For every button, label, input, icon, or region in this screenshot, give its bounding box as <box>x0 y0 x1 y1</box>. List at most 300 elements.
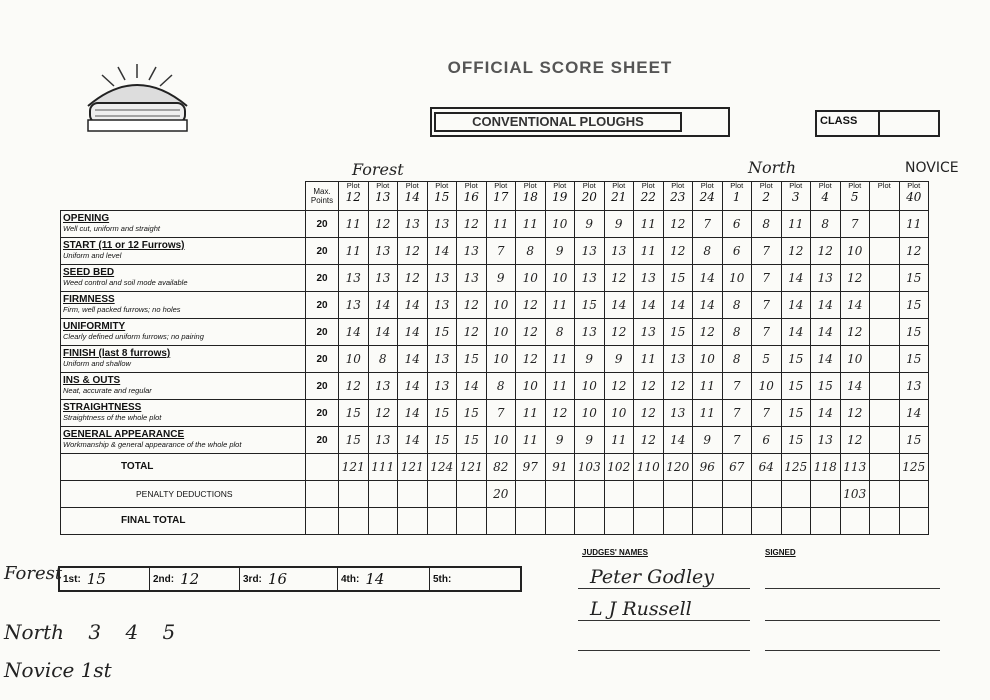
score-cell[interactable]: 10 <box>486 292 516 319</box>
score-cell[interactable]: 13 <box>427 373 457 400</box>
score-cell[interactable]: 14 <box>781 292 811 319</box>
score-cell[interactable]: 8 <box>693 238 723 265</box>
criterion-label <box>61 373 306 400</box>
total-cell[interactable]: 91 <box>545 454 575 481</box>
score-cell[interactable] <box>870 427 900 454</box>
final-cell[interactable] <box>339 508 369 535</box>
score-cell[interactable]: 11 <box>634 346 664 373</box>
final-cell[interactable] <box>486 508 516 535</box>
score-cell[interactable]: 11 <box>516 400 546 427</box>
score-cell[interactable]: 11 <box>339 211 369 238</box>
total-cell[interactable] <box>870 454 900 481</box>
plot-number: 15 <box>434 190 450 204</box>
total-cell[interactable]: 121 <box>457 454 487 481</box>
score-cell[interactable]: 7 <box>752 238 782 265</box>
score-cell[interactable]: 10 <box>722 265 752 292</box>
final-cell[interactable] <box>811 508 841 535</box>
penalty-cell[interactable] <box>870 481 900 508</box>
criterion-description: Uniform and shallow <box>63 359 131 368</box>
score-cell[interactable]: 15 <box>781 427 811 454</box>
total-row <box>61 454 929 481</box>
score-cell[interactable]: 14 <box>693 292 723 319</box>
score-cell[interactable]: 11 <box>899 211 929 238</box>
total-cell[interactable]: 67 <box>722 454 752 481</box>
placing-cell-2[interactable] <box>150 568 240 590</box>
score-cell[interactable]: 13 <box>427 346 457 373</box>
placing-cell-4[interactable] <box>338 568 430 590</box>
score-cell[interactable]: 14 <box>368 292 398 319</box>
score-cell[interactable]: 12 <box>634 373 664 400</box>
score-cell[interactable]: 12 <box>545 400 575 427</box>
score-cell[interactable]: 8 <box>486 373 516 400</box>
penalty-cell[interactable] <box>811 481 841 508</box>
total-cell[interactable]: 102 <box>604 454 634 481</box>
score-cell[interactable]: 8 <box>516 238 546 265</box>
score-cell[interactable]: 12 <box>604 319 634 346</box>
score-cell[interactable]: 10 <box>486 346 516 373</box>
score-cell[interactable]: 12 <box>840 319 870 346</box>
score-cell[interactable]: 10 <box>545 211 575 238</box>
plot-header-17 <box>840 182 870 211</box>
score-cell[interactable]: 14 <box>398 319 428 346</box>
score-cell[interactable]: 12 <box>457 319 487 346</box>
score-cell[interactable]: 9 <box>604 346 634 373</box>
score-cell[interactable]: 14 <box>368 319 398 346</box>
score-cell[interactable]: 15 <box>663 265 693 292</box>
total-cell[interactable]: 121 <box>398 454 428 481</box>
score-cell[interactable] <box>870 292 900 319</box>
score-cell[interactable]: 6 <box>752 427 782 454</box>
score-cell[interactable]: 10 <box>516 265 546 292</box>
score-cell[interactable]: 15 <box>781 400 811 427</box>
score-cell[interactable]: 10 <box>840 238 870 265</box>
score-cell[interactable]: 7 <box>752 265 782 292</box>
score-cell[interactable]: 8 <box>545 319 575 346</box>
score-cell[interactable] <box>870 400 900 427</box>
score-cell[interactable]: 14 <box>457 373 487 400</box>
score-cell[interactable]: 7 <box>752 292 782 319</box>
plot-number: 3 <box>791 190 800 204</box>
score-cell[interactable]: 15 <box>457 427 487 454</box>
final-cell[interactable] <box>781 508 811 535</box>
score-cell[interactable]: 12 <box>398 238 428 265</box>
score-cell[interactable]: 14 <box>398 400 428 427</box>
score-cell[interactable]: 14 <box>899 400 929 427</box>
score-cell[interactable] <box>870 346 900 373</box>
score-cell[interactable]: 12 <box>604 265 634 292</box>
score-cell[interactable]: 15 <box>663 319 693 346</box>
final-cell[interactable] <box>604 508 634 535</box>
score-cell[interactable]: 10 <box>575 400 605 427</box>
penalty-cell[interactable] <box>368 481 398 508</box>
penalty-cell[interactable] <box>398 481 428 508</box>
criterion-label <box>61 346 306 373</box>
score-cell[interactable]: 13 <box>427 265 457 292</box>
score-cell[interactable]: 12 <box>781 238 811 265</box>
score-cell[interactable]: 15 <box>427 319 457 346</box>
score-cell[interactable]: 12 <box>368 400 398 427</box>
score-cell[interactable]: 13 <box>575 319 605 346</box>
total-cell[interactable]: 64 <box>752 454 782 481</box>
footer-note-north: North 3 4 5 <box>4 620 176 644</box>
placing-value: 14 <box>365 570 385 588</box>
score-cell[interactable]: 12 <box>457 292 487 319</box>
score-cell[interactable]: 13 <box>368 238 398 265</box>
score-cell[interactable]: 10 <box>840 346 870 373</box>
placing-cell-5[interactable] <box>430 568 520 590</box>
score-cell[interactable]: 14 <box>840 373 870 400</box>
score-cell[interactable]: 9 <box>575 211 605 238</box>
final-cell[interactable] <box>752 508 782 535</box>
plot-header-3 <box>427 182 457 211</box>
placing-label: 3rd: <box>243 573 262 585</box>
penalty-cell[interactable] <box>781 481 811 508</box>
final-max-cell <box>306 508 339 535</box>
judge-line-3 <box>578 650 750 651</box>
score-cell[interactable]: 12 <box>634 400 664 427</box>
penalty-cell[interactable]: 20 <box>486 481 516 508</box>
final-cell[interactable] <box>840 508 870 535</box>
score-cell[interactable]: 11 <box>339 238 369 265</box>
score-cell[interactable]: 9 <box>693 427 723 454</box>
score-cell[interactable]: 9 <box>604 211 634 238</box>
score-cell[interactable] <box>870 265 900 292</box>
final-cell[interactable] <box>663 508 693 535</box>
placing-cell-1[interactable] <box>60 568 150 590</box>
score-cell[interactable]: 13 <box>398 211 428 238</box>
total-cell[interactable]: 82 <box>486 454 516 481</box>
total-cell[interactable]: 118 <box>811 454 841 481</box>
score-cell[interactable]: 9 <box>486 265 516 292</box>
placing-value: 12 <box>180 570 200 588</box>
score-cell[interactable]: 13 <box>368 427 398 454</box>
criterion-row <box>61 373 929 400</box>
final-cell[interactable] <box>693 508 723 535</box>
penalty-cell[interactable] <box>575 481 605 508</box>
section-label: CONVENTIONAL PLOUGHS <box>434 112 682 132</box>
criterion-description: Firm, well packed furrows; no holes <box>63 305 181 314</box>
plot-header-1 <box>368 182 398 211</box>
score-cell[interactable]: 12 <box>663 211 693 238</box>
score-cell[interactable]: 9 <box>545 427 575 454</box>
group-note-novice: NOVICE <box>905 160 959 176</box>
final-cell[interactable] <box>368 508 398 535</box>
score-cell[interactable]: 10 <box>339 346 369 373</box>
score-cell[interactable]: 14 <box>398 427 428 454</box>
score-cell[interactable]: 14 <box>781 319 811 346</box>
penalty-cell[interactable] <box>516 481 546 508</box>
score-cell[interactable]: 14 <box>339 319 369 346</box>
score-cell[interactable]: 13 <box>634 319 664 346</box>
score-cell[interactable]: 9 <box>545 238 575 265</box>
plot-number: 17 <box>493 190 509 204</box>
score-cell[interactable]: 11 <box>545 373 575 400</box>
total-cell[interactable]: 97 <box>516 454 546 481</box>
total-label: TOTAL <box>61 454 306 481</box>
final-cell[interactable] <box>457 508 487 535</box>
score-cell[interactable]: 14 <box>663 292 693 319</box>
score-cell[interactable]: 11 <box>634 211 664 238</box>
score-cell[interactable]: 13 <box>811 427 841 454</box>
score-cell[interactable]: 15 <box>899 346 929 373</box>
plot-number: 24 <box>699 190 715 204</box>
score-cell[interactable]: 10 <box>486 427 516 454</box>
total-cell[interactable]: 96 <box>693 454 723 481</box>
penalty-cell[interactable] <box>663 481 693 508</box>
score-cell[interactable]: 6 <box>722 238 752 265</box>
score-cell[interactable]: 13 <box>339 292 369 319</box>
criterion-label <box>61 319 306 346</box>
score-cell[interactable]: 14 <box>398 346 428 373</box>
score-cell[interactable]: 10 <box>516 373 546 400</box>
score-cell[interactable]: 13 <box>427 211 457 238</box>
score-cell[interactable]: 10 <box>604 400 634 427</box>
score-cell[interactable]: 12 <box>516 292 546 319</box>
score-cell[interactable]: 13 <box>899 373 929 400</box>
total-cell[interactable]: 124 <box>427 454 457 481</box>
penalty-cell[interactable] <box>339 481 369 508</box>
score-cell[interactable]: 13 <box>604 238 634 265</box>
score-cell[interactable]: 15 <box>781 346 811 373</box>
score-cell[interactable]: 13 <box>427 292 457 319</box>
total-cell[interactable]: 113 <box>840 454 870 481</box>
plot-label: Plot <box>553 181 567 190</box>
penalty-cell[interactable] <box>545 481 575 508</box>
score-cell[interactable]: 7 <box>752 319 782 346</box>
score-cell[interactable]: 9 <box>575 427 605 454</box>
score-cell[interactable]: 12 <box>840 400 870 427</box>
score-cell[interactable]: 15 <box>899 319 929 346</box>
score-cell[interactable]: 14 <box>811 319 841 346</box>
judge-name-1: Peter Godley <box>590 566 715 588</box>
score-cell[interactable]: 15 <box>899 292 929 319</box>
score-cell[interactable]: 7 <box>752 400 782 427</box>
score-cell[interactable]: 14 <box>398 373 428 400</box>
score-cell[interactable]: 12 <box>516 319 546 346</box>
criterion-label <box>61 427 306 454</box>
score-cell[interactable]: 12 <box>634 427 664 454</box>
plot-label: Plot <box>730 181 744 190</box>
score-cell[interactable]: 13 <box>663 346 693 373</box>
penalty-cell[interactable] <box>427 481 457 508</box>
score-cell[interactable]: 10 <box>693 346 723 373</box>
score-cell[interactable]: 13 <box>575 265 605 292</box>
final-cell[interactable] <box>427 508 457 535</box>
score-cell[interactable]: 14 <box>398 292 428 319</box>
final-cell[interactable] <box>575 508 605 535</box>
final-cell[interactable] <box>398 508 428 535</box>
signed-line-2 <box>765 620 940 621</box>
final-cell[interactable] <box>722 508 752 535</box>
score-cell[interactable]: 11 <box>516 427 546 454</box>
final-cell[interactable] <box>870 508 900 535</box>
penalty-cell[interactable] <box>693 481 723 508</box>
criterion-description: Clearly defined uniform furrows; no pairing <box>63 332 204 341</box>
score-cell[interactable]: 7 <box>693 211 723 238</box>
score-cell[interactable]: 15 <box>781 373 811 400</box>
score-cell[interactable]: 11 <box>693 400 723 427</box>
criterion-name: INS & OUTS <box>63 375 121 386</box>
score-cell[interactable]: 11 <box>486 211 516 238</box>
score-cell[interactable]: 12 <box>368 211 398 238</box>
placing-label: 5th: <box>433 573 452 585</box>
placing-cell-3[interactable] <box>240 568 338 590</box>
final-cell[interactable] <box>634 508 664 535</box>
score-cell[interactable]: 11 <box>545 292 575 319</box>
score-cell[interactable]: 10 <box>545 265 575 292</box>
score-cell[interactable]: 12 <box>693 319 723 346</box>
score-cell[interactable]: 12 <box>840 427 870 454</box>
score-cell[interactable]: 12 <box>516 346 546 373</box>
score-cell[interactable]: 11 <box>693 373 723 400</box>
score-cell[interactable]: 8 <box>722 346 752 373</box>
penalty-cell[interactable] <box>752 481 782 508</box>
score-cell[interactable]: 10 <box>486 319 516 346</box>
score-cell[interactable]: 7 <box>722 400 752 427</box>
score-cell[interactable]: 14 <box>811 346 841 373</box>
score-cell[interactable]: 11 <box>781 211 811 238</box>
total-cell[interactable]: 120 <box>663 454 693 481</box>
score-cell[interactable]: 15 <box>457 400 487 427</box>
total-cell[interactable]: 121 <box>339 454 369 481</box>
max-points-value: 20 <box>306 319 339 346</box>
score-cell[interactable]: 6 <box>722 211 752 238</box>
total-cell[interactable]: 110 <box>634 454 664 481</box>
score-cell[interactable]: 8 <box>722 292 752 319</box>
score-cell[interactable]: 12 <box>398 265 428 292</box>
placing-value: 16 <box>267 570 287 588</box>
total-cell[interactable]: 111 <box>368 454 398 481</box>
final-cell[interactable] <box>516 508 546 535</box>
score-cell[interactable]: 9 <box>575 346 605 373</box>
score-cell[interactable]: 13 <box>811 265 841 292</box>
score-cell[interactable]: 15 <box>811 373 841 400</box>
score-cell[interactable]: 13 <box>368 373 398 400</box>
judge-name-2: L J Russell <box>590 598 692 620</box>
score-cell[interactable]: 7 <box>486 238 516 265</box>
plot-number: 13 <box>375 190 391 204</box>
total-cell[interactable]: 125 <box>781 454 811 481</box>
penalty-cell[interactable] <box>722 481 752 508</box>
score-cell[interactable]: 13 <box>339 265 369 292</box>
score-cell[interactable]: 14 <box>604 292 634 319</box>
score-cell[interactable]: 11 <box>634 238 664 265</box>
penalty-cell[interactable] <box>899 481 929 508</box>
score-cell[interactable]: 15 <box>427 400 457 427</box>
score-cell[interactable]: 12 <box>339 373 369 400</box>
score-cell[interactable]: 12 <box>604 373 634 400</box>
score-cell[interactable]: 11 <box>516 211 546 238</box>
plot-header-5 <box>486 182 516 211</box>
score-cell[interactable] <box>870 373 900 400</box>
score-cell[interactable]: 7 <box>722 427 752 454</box>
score-cell[interactable]: 14 <box>663 427 693 454</box>
total-cell[interactable]: 125 <box>899 454 929 481</box>
score-cell[interactable]: 14 <box>693 265 723 292</box>
score-cell[interactable]: 15 <box>339 427 369 454</box>
score-cell[interactable]: 12 <box>663 373 693 400</box>
score-cell[interactable]: 7 <box>840 211 870 238</box>
score-cell[interactable]: 15 <box>457 346 487 373</box>
criterion-row <box>61 400 929 427</box>
judge-line-2 <box>578 620 750 621</box>
score-cell[interactable]: 15 <box>339 400 369 427</box>
score-cell[interactable]: 7 <box>486 400 516 427</box>
criterion-label <box>61 265 306 292</box>
score-cell[interactable] <box>870 211 900 238</box>
score-cell[interactable]: 13 <box>457 238 487 265</box>
score-cell[interactable]: 13 <box>634 265 664 292</box>
score-cell[interactable]: 11 <box>545 346 575 373</box>
score-cell[interactable]: 15 <box>427 427 457 454</box>
score-cell[interactable]: 15 <box>575 292 605 319</box>
score-cell[interactable]: 13 <box>368 265 398 292</box>
penalty-cell[interactable] <box>604 481 634 508</box>
class-value-box[interactable] <box>878 110 940 137</box>
plot-label: Plot <box>877 181 891 190</box>
score-cell[interactable]: 8 <box>722 319 752 346</box>
final-cell[interactable] <box>545 508 575 535</box>
group-note-north: North <box>748 158 797 177</box>
footer-note-novice: Novice 1st <box>4 658 112 682</box>
penalty-cell[interactable] <box>457 481 487 508</box>
score-cell[interactable] <box>870 319 900 346</box>
plot-header-19 <box>899 182 929 211</box>
plot-number: 14 <box>404 190 420 204</box>
score-cell[interactable]: 15 <box>899 265 929 292</box>
score-cell[interactable]: 12 <box>457 211 487 238</box>
score-cell[interactable]: 14 <box>634 292 664 319</box>
score-cell[interactable]: 8 <box>752 211 782 238</box>
score-cell[interactable]: 13 <box>575 238 605 265</box>
max-points-value: 20 <box>306 265 339 292</box>
score-cell[interactable]: 12 <box>899 238 929 265</box>
score-cell[interactable]: 12 <box>663 238 693 265</box>
score-cell[interactable]: 14 <box>781 265 811 292</box>
score-cell[interactable]: 10 <box>575 373 605 400</box>
plot-number: 40 <box>906 190 922 204</box>
score-cell[interactable]: 13 <box>457 265 487 292</box>
score-cell[interactable] <box>870 238 900 265</box>
penalty-cell[interactable]: 103 <box>840 481 870 508</box>
score-cell[interactable]: 11 <box>604 427 634 454</box>
final-cell[interactable] <box>899 508 929 535</box>
score-cell[interactable]: 7 <box>722 373 752 400</box>
score-cell[interactable]: 12 <box>840 265 870 292</box>
penalty-cell[interactable] <box>634 481 664 508</box>
plot-number: 2 <box>762 190 771 204</box>
plot-number: 22 <box>640 190 656 204</box>
placings-side-note: Forest <box>4 563 63 584</box>
score-cell[interactable]: 14 <box>427 238 457 265</box>
score-cell[interactable]: 13 <box>663 400 693 427</box>
score-cell[interactable]: 8 <box>368 346 398 373</box>
score-cell[interactable]: 5 <box>752 346 782 373</box>
score-cell[interactable]: 8 <box>811 211 841 238</box>
total-cell[interactable]: 103 <box>575 454 605 481</box>
score-cell[interactable]: 14 <box>811 292 841 319</box>
score-cell[interactable]: 10 <box>752 373 782 400</box>
max-points-value: 20 <box>306 211 339 238</box>
score-cell[interactable]: 12 <box>811 238 841 265</box>
score-cell[interactable]: 14 <box>811 400 841 427</box>
plot-number: 1 <box>732 190 741 204</box>
criterion-row <box>61 238 929 265</box>
signed-line-1 <box>765 588 940 589</box>
score-cell[interactable]: 14 <box>840 292 870 319</box>
plot-header-18 <box>870 182 900 211</box>
score-cell[interactable]: 15 <box>899 427 929 454</box>
